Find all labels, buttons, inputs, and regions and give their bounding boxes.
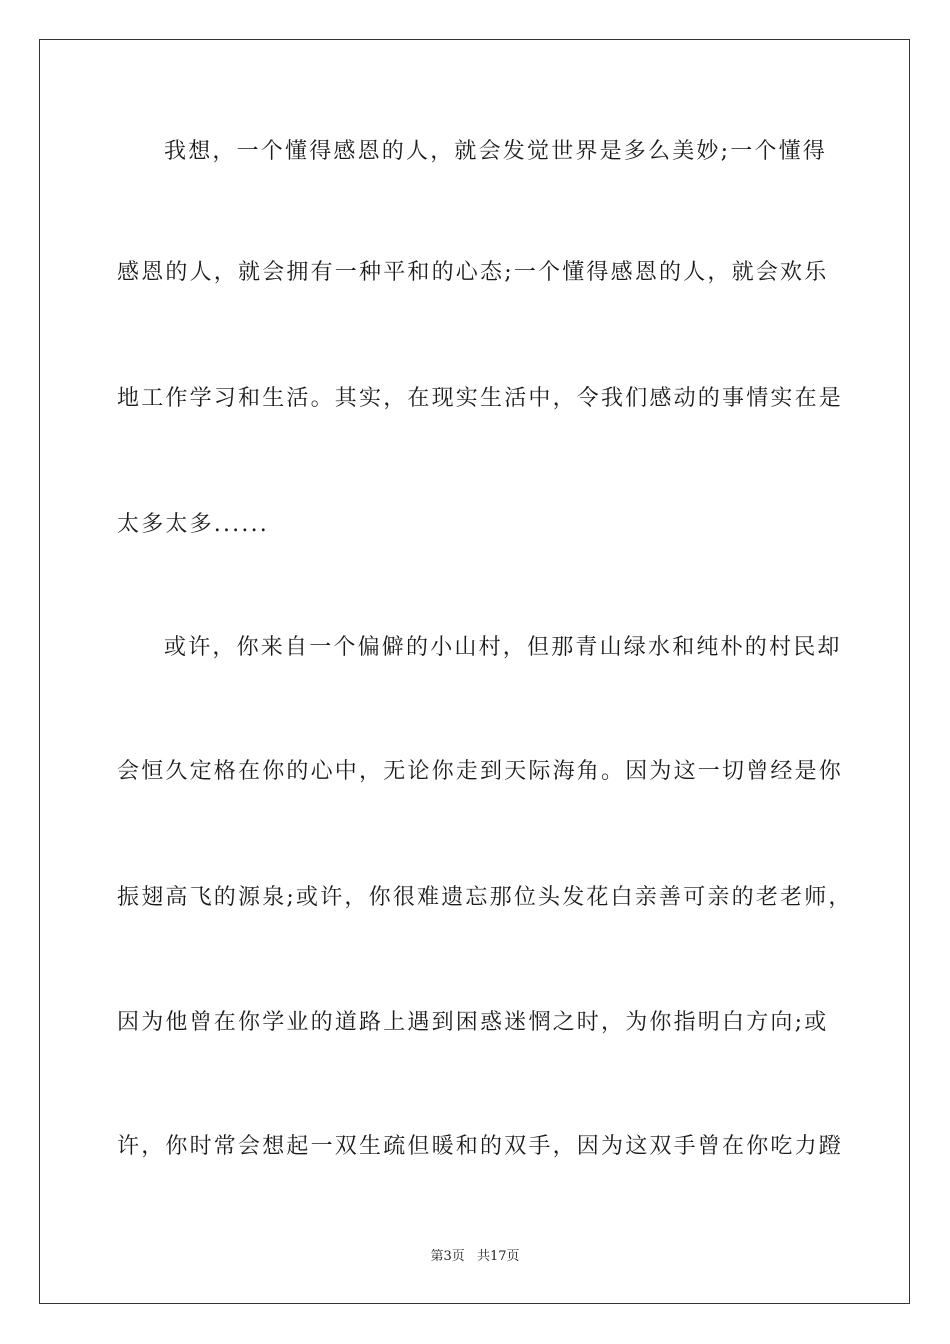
paragraph-1-line-4: 太多太多...... xyxy=(117,512,269,537)
page-footer xyxy=(0,1249,950,1265)
paragraph-2-line-5: 许，你时常会想起一双生疏但暖和的双手，因为这双手曾在你吃力蹬 xyxy=(117,1134,844,1159)
page-total: 共17页 xyxy=(476,1249,520,1264)
paragraph-2-line-3: 振翅高飞的源泉;或许，你很难遗忘那位头发花白亲善可亲的老老师， xyxy=(117,885,853,910)
paragraph-1-line-1: 我想，一个懂得感恩的人，就会发觉世界是多么美妙;一个懂得 xyxy=(164,139,828,164)
paragraph-1-line-3: 地工作学习和生活。其实，在现实生活中，令我们感动的事情实在是 xyxy=(117,386,844,411)
paragraph-1-line-2: 感恩的人，就会拥有一种平和的心态;一个懂得感恩的人，就会欢乐 xyxy=(117,260,829,285)
page-border xyxy=(39,39,910,1304)
paragraph-2-line-1: 或许，你来自一个偏僻的小山村，但那青山绿水和纯朴的村民却 xyxy=(164,635,842,660)
paragraph-2-line-2: 会恒久定格在你的心中，无论你走到天际海角。因为这一切曾经是你 xyxy=(117,759,844,784)
paragraph-2-line-4: 因为他曾在你学业的道路上遇到困惑迷惘之时，为你指明白方向;或 xyxy=(117,1010,829,1035)
page-number: 第3页 xyxy=(430,1249,465,1264)
